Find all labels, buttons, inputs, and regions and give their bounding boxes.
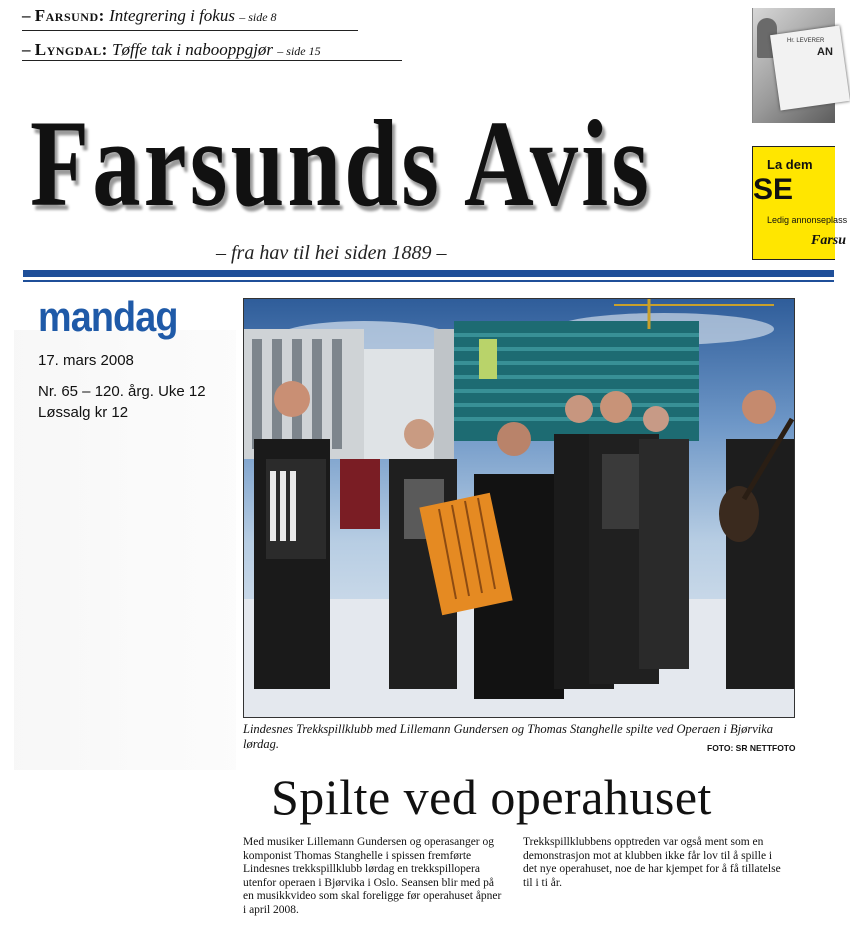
photo-advertisement[interactable] — [752, 8, 835, 123]
issue-price: Løssalg kr 12 — [38, 404, 129, 421]
article-body-column-2: Trekkspillklubbens opptreden var også ment som en demonstrasjon mot at klubben ikke får lov til å spille i det nye operahuset, noe de har kjempet for å få tillatelse til i ti år. — [523, 836, 781, 889]
article-body-column-1: Med musiker Lillemann Gundersen og operasanger og komponist Thomas Stanghelle i spissen fremførte Lindesnes trekkspillklubb lørdag en trekkspillopera utenfor operaen i Bjørvika i Oslo. Seansen blir med på en musikkvideo som skal foreligge før operahuset åpner i april 2008. — [243, 836, 502, 916]
teaser-page-ref: – side 15 — [277, 44, 321, 58]
ad-text-large: SE — [753, 173, 794, 206]
teaser-place: Farsund: — [34, 6, 105, 25]
photo-caption: Lindesnes Trekkspillklubb med Lillemann Gundersen og Thomas Stanghelle spilte ved Operaen i Bjørvika lørdag. — [243, 722, 774, 751]
masthead-tagline: – fra hav til hei siden 1889 – — [216, 242, 447, 264]
issue-date: 17. mars 2008 — [38, 352, 134, 369]
ad-text: La dem — [767, 157, 813, 172]
masthead-title: Farsunds Avis — [30, 95, 652, 232]
teaser-lyngdal[interactable] — [22, 40, 321, 60]
ad-card-text: Hr. LEVERER — [787, 38, 825, 44]
weekday: mandag — [38, 293, 178, 340]
teaser-headline: Integrering i fokus — [109, 6, 235, 25]
masthead-rule-thin — [23, 280, 834, 282]
masthead-rule — [23, 270, 834, 277]
photo-credit: FOTO: SR NETTFOTO — [707, 743, 796, 753]
ad-text: Ledig annonseplass — [767, 215, 848, 225]
article-photo[interactable] — [243, 298, 795, 718]
teaser-farsund[interactable] — [22, 6, 277, 26]
article-headline[interactable]: Spilte ved operahuset — [271, 769, 712, 825]
ad-card-text: AN — [817, 46, 833, 58]
ad-logo: Farsu — [811, 233, 847, 248]
teaser-headline: Tøffe tak i nabooppgjør — [112, 40, 274, 59]
teaser-underline — [22, 30, 358, 31]
teaser-dash: – — [22, 40, 31, 59]
issue-number: Nr. 65 – 120. årg. Uke 12 — [38, 383, 206, 400]
teaser-page-ref: – side 8 — [239, 10, 277, 24]
teaser-underline — [22, 60, 402, 61]
teaser-dash: – — [22, 6, 31, 25]
photo-illustration — [244, 299, 794, 717]
yellow-advertisement[interactable] — [752, 146, 848, 260]
teaser-place: Lyngdal: — [34, 40, 108, 59]
